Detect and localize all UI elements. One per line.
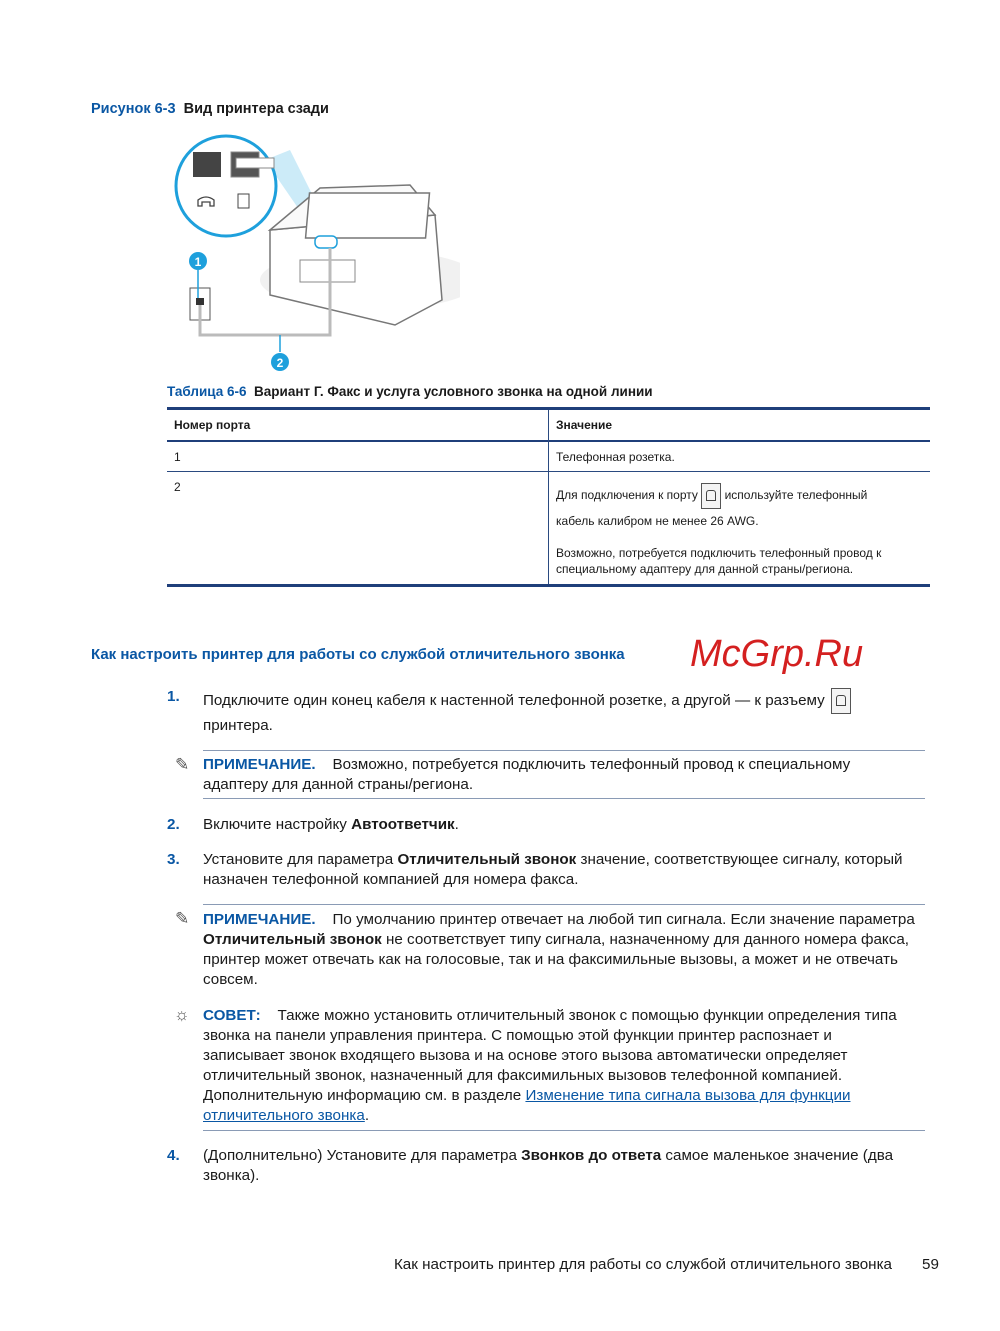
cell-port: 1 bbox=[174, 450, 181, 464]
header-port: Номер порта bbox=[174, 418, 251, 432]
note-1-cont: адаптеру для данной страны/региона. bbox=[203, 776, 474, 793]
cell-desc-line: Возможно, потребуется подключить телефонный провод к bbox=[556, 546, 882, 560]
port-zoom-circle bbox=[176, 136, 276, 236]
header-value: Значение bbox=[556, 418, 613, 432]
divider bbox=[203, 904, 925, 905]
step-number: 4. bbox=[167, 1147, 180, 1164]
line-port-icon bbox=[831, 688, 851, 714]
cell-desc: Для подключения к порту используйте телефонный bbox=[556, 483, 867, 509]
note-icon: ✎ bbox=[175, 909, 190, 928]
tip: СОВЕТ: Также можно установить отличительный звонок с помощью функции определения типа bbox=[203, 1007, 897, 1024]
phone-port-icon bbox=[193, 152, 221, 177]
note-icon: ✎ bbox=[175, 755, 190, 774]
note-2-cont: принтер может отвечать как на голосовые, так и на факсимильные вызовы, а может и не отвечать bbox=[203, 951, 898, 968]
step-number: 2. bbox=[167, 816, 180, 833]
step-3-text-cont: назначен телефонной компанией для номера факса. bbox=[203, 871, 579, 888]
divider bbox=[203, 798, 925, 799]
tip-cont: звонка на панели управления принтера. С помощью этой функции принтер распознает и bbox=[203, 1027, 832, 1044]
cell-desc-line: кабель калибром не менее 26 AWG. bbox=[556, 514, 759, 528]
step-4-text: (Дополнительно) Установите для параметра Звонков до ответа самое маленькое значение (два bbox=[203, 1147, 894, 1164]
note-2-cont: совсем. bbox=[203, 971, 258, 988]
callout-2-label: 2 bbox=[276, 356, 284, 370]
note-1: ПРИМЕЧАНИЕ. Возможно, потребуется подключить телефонный провод к специальному bbox=[203, 756, 851, 773]
tip-cont: отличительного звонка. bbox=[203, 1107, 370, 1124]
tip-cont: записывает звонок входящего вызова и на основе этого вызова автоматически определяет bbox=[203, 1047, 848, 1064]
table-caption: Таблица 6-6 Вариант Г. Факс и услуга условного звонка на одной линии bbox=[167, 384, 653, 399]
section-title: Как настроить принтер для работы со службой отличительного звонка bbox=[91, 646, 625, 663]
cell-desc: Телефонная розетка. bbox=[556, 450, 675, 464]
divider bbox=[203, 750, 925, 751]
step-number: 3. bbox=[167, 851, 180, 868]
step-1-text-cont: принтера. bbox=[203, 717, 273, 734]
figure-caption: Рисунок 6-3 Вид принтера сзади bbox=[91, 101, 329, 117]
page-number: 59 bbox=[922, 1256, 939, 1273]
footer-title: Как настроить принтер для работы со службой отличительного звонка bbox=[393, 1256, 892, 1273]
divider bbox=[203, 1130, 925, 1131]
callout-1-label: 1 bbox=[194, 255, 202, 269]
step-3-text: Установите для параметра Отличительный звонок значение, соответствующее сигналу, который bbox=[203, 851, 903, 868]
step-4-text-cont: звонка). bbox=[203, 1167, 260, 1184]
note-2-cont: Отличительный звонок не соответствует типу сигнала, назначенному для данного номера факса, bbox=[203, 931, 910, 948]
watermark: McGrp.Ru bbox=[690, 633, 864, 675]
lightbulb-icon: ☼ bbox=[174, 1005, 190, 1024]
line-port-icon bbox=[701, 483, 721, 509]
tip-cont: отличительный звонок, назначенный для факсимильных вызовов телефонной компанией. bbox=[203, 1067, 843, 1084]
cell-port: 2 bbox=[174, 480, 181, 494]
link-change-ring-pattern[interactable]: отличительного звонка bbox=[203, 1107, 365, 1124]
cell-desc-line: специальному адаптеру для данной страны/региона. bbox=[556, 562, 854, 576]
link-change-ring-pattern[interactable]: Изменение типа сигнала вызова для функции bbox=[525, 1087, 851, 1104]
step-2-text: Включите настройку Автоответчик. bbox=[203, 816, 459, 833]
printer-illustration bbox=[260, 185, 460, 325]
step-number: 1. bbox=[167, 688, 180, 705]
tip-cont: Дополнительную информацию см. в разделе Изменение типа сигнала вызова для функции bbox=[203, 1087, 851, 1104]
note-2: ПРИМЕЧАНИЕ. По умолчанию принтер отвечает на любой тип сигнала. Если значение параметра bbox=[203, 911, 915, 928]
step-1-text: Подключите один конец кабеля к настенной телефонной розетке, а другой — к разъему bbox=[203, 688, 851, 714]
printer-rear-diagram bbox=[170, 130, 460, 375]
